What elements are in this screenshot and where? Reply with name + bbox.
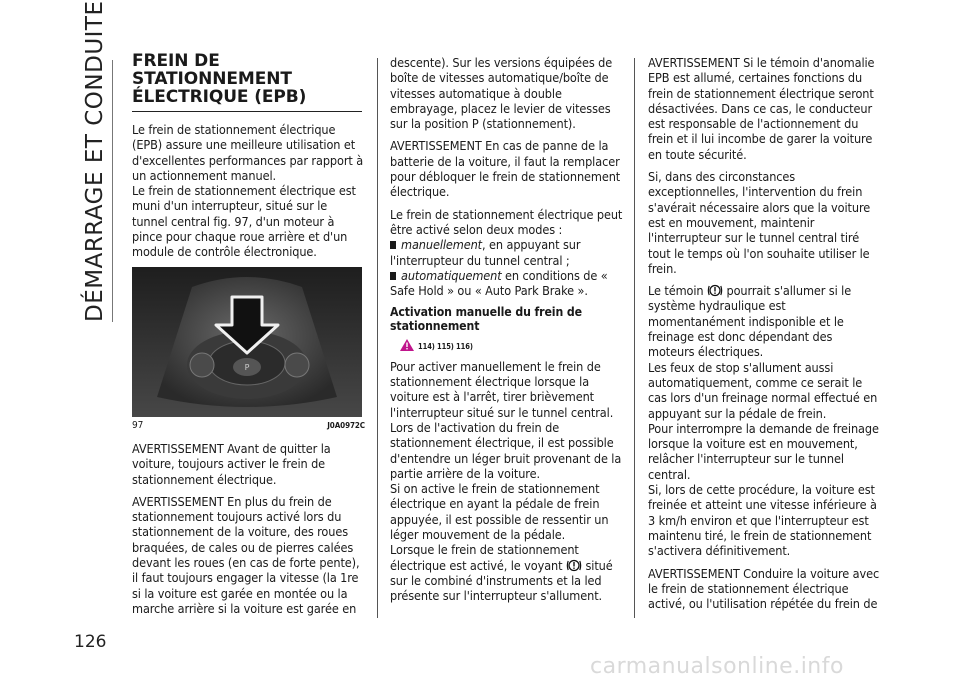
warning-paragraph: AVERTISSEMENT En cas de panne de la batterie de la voiture, il faut la remplacer pour débloquer le frein de stationnement électrique. [390,138,621,200]
heading-line: FREIN DE [132,51,220,71]
figure-code: J0A0972C [327,420,365,430]
section-title: DÉMARRAGE ET CONDUITE [82,0,108,322]
column-separator [377,58,378,618]
reference-numbers: 114) 115) 116) [418,342,473,352]
section-heading [132,52,365,106]
warning-paragraph: AVERTISSEMENT Si le témoin d'anomalie EPB est allumé, certaines fonctions du frein de stationnement électrique seront désactivées. Dans ce cas, le conducteur est responsable de l'actionnement du frein et il lui incombe de garer la voiture en toute sécurité. [648,55,875,162]
text-fragment: Lorsque le frein de stationnement électrique est activé, le voyant [390,542,579,573]
column-3 [648,55,881,618]
mode-name: manuellement [401,237,483,253]
text-fragment: situé sur le combiné d'instruments et la led présente sur l'interrupteur s'allument. [390,557,613,604]
page-number: 126 [74,632,107,652]
warning-paragraph: AVERTISSEMENT En plus du frein de stationnement toujours activé lors du stationnement de la voiture, des roues braquées, de cales ou de pierres calées devant les roues (en cas de forte pente), il faut toujours engager la vitesse (la 1re si la voiture est garée en montée ou la marche arrière si la voiture est garée en [132,493,360,616]
column-1 [132,52,365,623]
heading-line: ÉLECTRIQUE (EPB) [132,87,307,107]
warning-triangle-icon [400,339,414,351]
list-item [390,268,623,299]
figure-number: 97 [132,419,144,431]
list-item [390,237,623,268]
heading-rule [132,111,362,112]
paragraph: Lors de l'activation du frein de stationnement électrique, il est possible d'entendre un léger bruit provenant de la partie arrière de la voiture. [390,419,622,481]
mode-description: , en appuyant sur l'interrupteur du tunnel central ; [390,237,581,268]
paragraph: Si on active le frein de stationnement électrique en ayant la pédale de frein appuyée, il est possible de ressentir un léger mouvement de la pédale. [390,481,609,543]
text-fragment: Le témoin [648,283,704,299]
text-fragment: pourrait s'allumer si le système hydraulique est momentanément indisponible et le freinage est donc dépendant des moteurs électriques. [648,283,852,360]
column-separator [634,58,635,618]
bullet-icon [390,272,396,280]
paragraph: descente). Sur les versions équipées de boîte de vitesses automatique/boîte de vitesses automatique à double embrayage, placez le levier de vitesses sur la position P (stationnement). [390,55,613,132]
paragraph: Le frein de stationnement électrique (EPB) assure une meilleure utilisation et d'excellentes performances par rapport à un actionnement manuel. [132,122,364,183]
subsection-heading: Activation manuelle du frein de stationnement [390,305,582,334]
figure-caption [132,418,365,433]
watermark: carmanualsonline.info [590,654,844,679]
paragraph: Pour interrompre la demande de freinage lorsque la voiture est en mouvement, relâcher l'interrupteur sur le tunnel central. [648,420,879,482]
figure-97-image [132,267,362,417]
paragraph: Le frein de stationnement électrique est muni d'un interrupteur, situé sur le tunnel central fig. 97, d'un moteur à pince pour chaque roue arrière et d'un module de contrôle électronique. [132,183,356,260]
epb-switch-illustration [132,267,362,417]
paragraph: Si, lors de cette procédure, la voiture est freinée et atteint une vitesse inférieure à 3 km/h environ et que l'interrupteur est maintenu tiré, le frein de stationnement s'activera définitivement. [648,482,877,559]
mode-name: automatiquement [401,267,502,283]
paragraph [648,283,881,359]
paragraph: Les feux de stop s'allument aussi automatiquement, comme ce serait le cas lors d'un freinage normal effectué en appuyant sur la pédale de frein. [648,359,878,421]
svg-text:P: P [244,362,250,372]
column-2 [390,55,623,611]
warning-references [400,337,623,354]
bullet-icon [390,241,396,249]
paragraph: Si, dans des circonstances exceptionnelles, l'intervention du frein s'avérait nécessaire alors que la voiture est en mouvement, maintenir l'interrupteur sur le tunnel central tiré tout le temps où l'on souhaite utiliser le frein. [648,169,871,276]
heading-line: STATIONNEMENT [132,69,292,89]
parking-brake-warning-light-icon [566,559,582,572]
paragraph: Le frein de stationnement électrique peut être activé selon deux modes : [390,206,623,237]
paragraph: Pour activer manuellement le frein de stationnement électrique lorsque la voiture est à l'arrêt, tirer brièvement l'interrupteur situé sur le tunnel central. [390,358,614,420]
warning-paragraph: AVERTISSEMENT Conduire la voiture avec le frein de stationnement électrique activé, ou l'utilisation répétée du frein de [648,565,880,612]
parking-brake-warning-light-icon [707,284,723,297]
section-divider [112,60,113,322]
paragraph [390,542,623,603]
warning-paragraph: AVERTISSEMENT Avant de quitter la voiture, toujours activer le frein de stationnement électrique. [132,440,331,487]
mode-description: en conditions de « Safe Hold » ou « Auto Park Brake ». [390,267,608,299]
